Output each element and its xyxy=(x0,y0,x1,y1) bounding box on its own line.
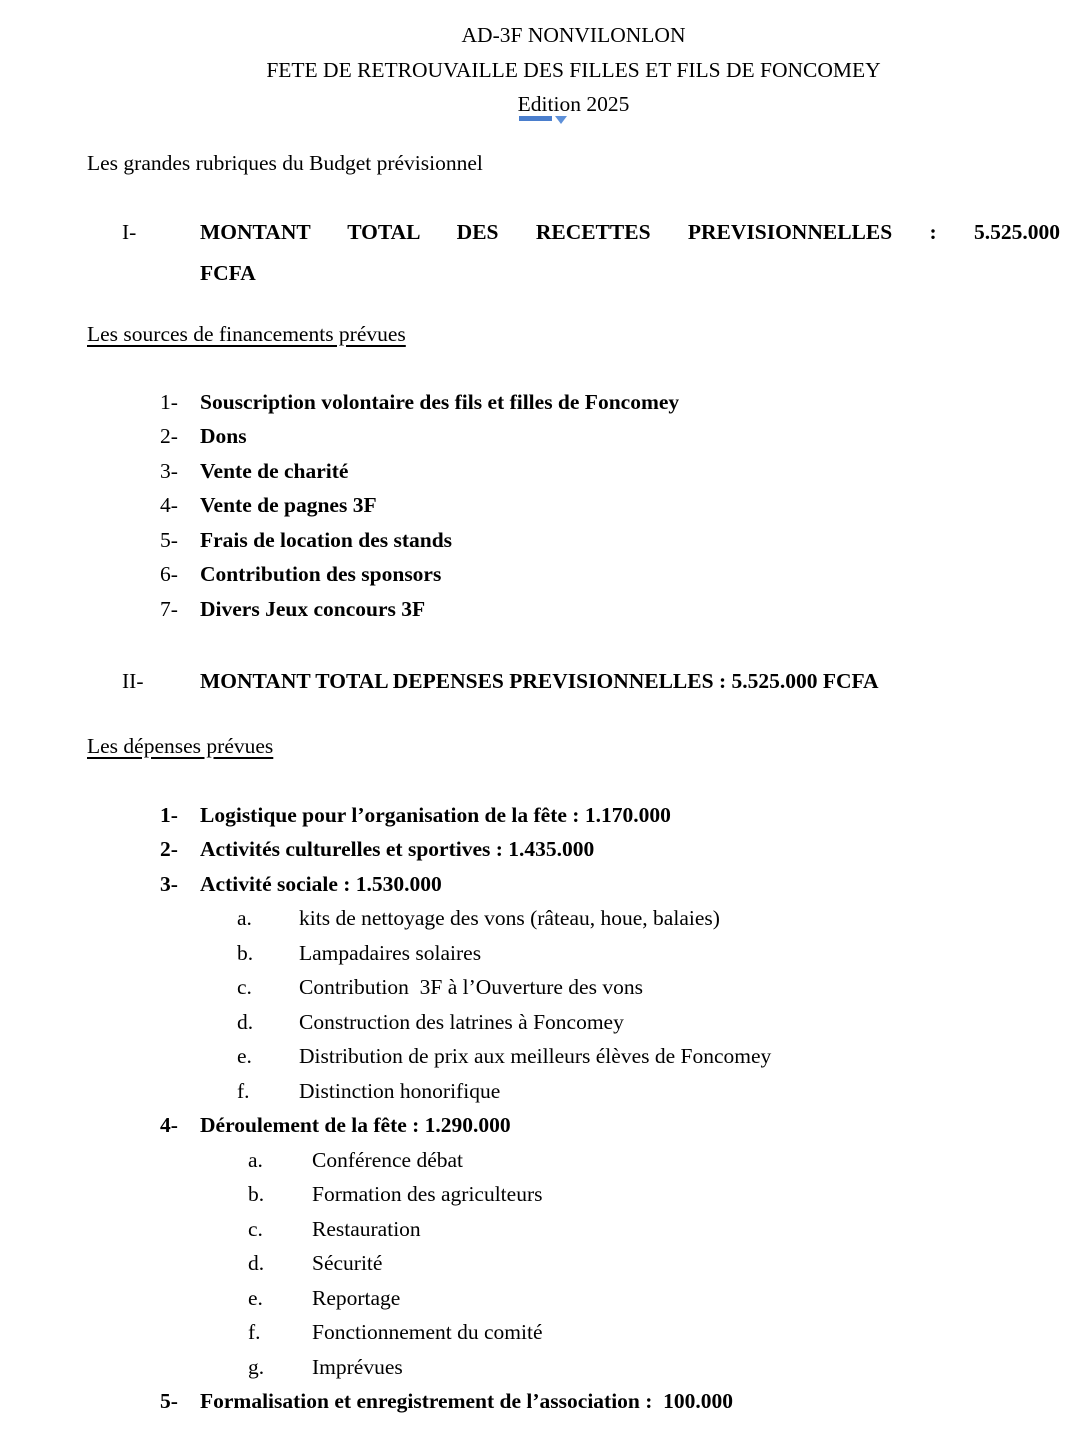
autocorrect-underline-marker xyxy=(519,116,552,121)
list-number: 2- xyxy=(160,424,178,448)
list-item xyxy=(87,832,1060,867)
edition-text: Edition 2025 xyxy=(517,92,630,116)
dropdown-arrow-icon[interactable] xyxy=(555,116,567,124)
list-item xyxy=(87,454,1060,489)
sub-list-item-text: Lampadaires solaires xyxy=(299,940,482,965)
list-letter: d. xyxy=(248,1251,265,1275)
list-item xyxy=(87,867,1060,902)
list-letter: g. xyxy=(248,1354,265,1379)
sub-list-item xyxy=(87,970,1060,1005)
list-item-text: Vente de pagnes 3F xyxy=(200,493,377,517)
section-heading-recettes xyxy=(87,212,1060,294)
list-number: 7- xyxy=(160,596,178,621)
list-item-text: Dons xyxy=(200,424,247,448)
subheading-sources: Les sources de financements prévues xyxy=(87,322,406,346)
list-letter: b. xyxy=(237,940,254,965)
edition-text-wrap xyxy=(518,87,630,122)
list-item xyxy=(87,1384,1060,1419)
list-number: 4- xyxy=(160,1113,178,1137)
list-letter: f. xyxy=(248,1320,261,1344)
list-number: 3- xyxy=(160,871,178,896)
list-item-text: Vente de charité xyxy=(200,458,349,483)
title-line-2: FETE DE RETROUVAILLE DES FILLES ET FILS DE FONCOMEY xyxy=(266,57,881,82)
document-title-block xyxy=(87,18,1060,122)
list-number: 2- xyxy=(160,837,178,861)
list-letter: e. xyxy=(237,1044,252,1068)
sub-list-item xyxy=(87,1074,1060,1109)
sub-list-item xyxy=(87,1315,1060,1350)
list-item xyxy=(87,798,1060,833)
financing-list xyxy=(87,385,1060,627)
list-letter: b. xyxy=(248,1182,265,1206)
list-letter: a. xyxy=(248,1147,263,1172)
sub-list-item xyxy=(87,1212,1060,1247)
section-numeral-recettes: I- xyxy=(122,220,137,244)
sub-list-item xyxy=(87,936,1060,971)
sub-list-item xyxy=(87,1143,1060,1178)
sub-list-item xyxy=(87,1005,1060,1040)
list-letter: c. xyxy=(248,1216,263,1241)
recettes-heading-line1: MONTANT TOTAL DES RECETTES PREVISIONNELLES : 5.525.000 xyxy=(200,220,1060,244)
list-item xyxy=(87,1108,1060,1143)
title-line-1: AD-3F NONVILONLON xyxy=(461,23,686,47)
sub-list-item-text: Reportage xyxy=(312,1285,401,1310)
list-item-text: Activités culturelles et sportives : 1.435.000 xyxy=(200,837,595,861)
list-number: 3- xyxy=(160,458,178,483)
list-item xyxy=(87,419,1060,454)
list-letter: c. xyxy=(237,975,252,999)
list-item-text: Activité sociale : 1.530.000 xyxy=(200,871,442,896)
sub-list-item-text: Distinction honorifique xyxy=(299,1078,501,1103)
list-item xyxy=(87,592,1060,627)
list-letter: e. xyxy=(248,1285,263,1310)
sub-list-item-text: Imprévues xyxy=(312,1354,403,1379)
list-letter: a. xyxy=(237,906,252,930)
sub-list-item-text: Distribution de prix aux meilleurs élèves de Foncomey xyxy=(299,1044,772,1068)
title-line-3 xyxy=(87,87,1060,122)
list-item xyxy=(87,385,1060,420)
sub-list-item xyxy=(87,1039,1060,1074)
subheading-depenses: Les dépenses prévues xyxy=(87,734,274,758)
sub-list-item-text: Contribution 3F à l’Ouverture des vons xyxy=(299,975,643,999)
list-item-text: Formalisation et enregistrement de l’association : 100.000 xyxy=(200,1389,734,1413)
sub-list-item-text: Fonctionnement du comité xyxy=(312,1320,543,1344)
list-item-text: Logistique pour l’organisation de la fête : 1.170.000 xyxy=(200,802,671,827)
list-item-text: Divers Jeux concours 3F xyxy=(200,596,426,621)
list-letter: f. xyxy=(237,1078,250,1103)
recettes-heading-line2: FCFA xyxy=(200,261,256,285)
depenses-heading: MONTANT TOTAL DEPENSES PREVISIONNELLES : 5.525.000 FCFA xyxy=(200,669,879,693)
list-number: 4- xyxy=(160,493,178,517)
sub-list-item xyxy=(87,1350,1060,1385)
list-number: 1- xyxy=(160,389,178,414)
sub-list-item xyxy=(87,1281,1060,1316)
sub-list-item xyxy=(87,901,1060,936)
list-number: 5- xyxy=(160,1389,178,1413)
intro-text: Les grandes rubriques du Budget prévisionnel xyxy=(87,150,483,175)
list-item-text: Frais de location des stands xyxy=(200,527,453,552)
list-item-text: Contribution des sponsors xyxy=(200,562,442,586)
list-letter: d. xyxy=(237,1009,254,1034)
sub-list-item-text: Formation des agriculteurs xyxy=(312,1182,543,1206)
list-item-text: Déroulement de la fête : 1.290.000 xyxy=(200,1113,511,1137)
list-number: 6- xyxy=(160,562,178,586)
list-item-text: Souscription volontaire des fils et filles de Foncomey xyxy=(200,389,680,414)
list-item xyxy=(87,523,1060,558)
list-item xyxy=(87,488,1060,523)
section-heading-depenses xyxy=(87,661,1060,702)
list-number: 5- xyxy=(160,527,178,552)
sub-list-item xyxy=(87,1177,1060,1212)
sub-list-item-text: Construction des latrines à Foncomey xyxy=(299,1009,624,1034)
list-item xyxy=(87,557,1060,592)
sub-list-item xyxy=(87,1246,1060,1281)
list-number: 1- xyxy=(160,802,178,827)
section-numeral-depenses: II- xyxy=(122,669,144,693)
sub-list-item-text: kits de nettoyage des vons (râteau, houe, balaies) xyxy=(299,906,720,930)
sub-list-item-text: Sécurité xyxy=(312,1251,383,1275)
expense-list xyxy=(87,798,1060,1419)
sub-list-item-text: Restauration xyxy=(312,1216,421,1241)
sub-list-item-text: Conférence débat xyxy=(312,1147,464,1172)
